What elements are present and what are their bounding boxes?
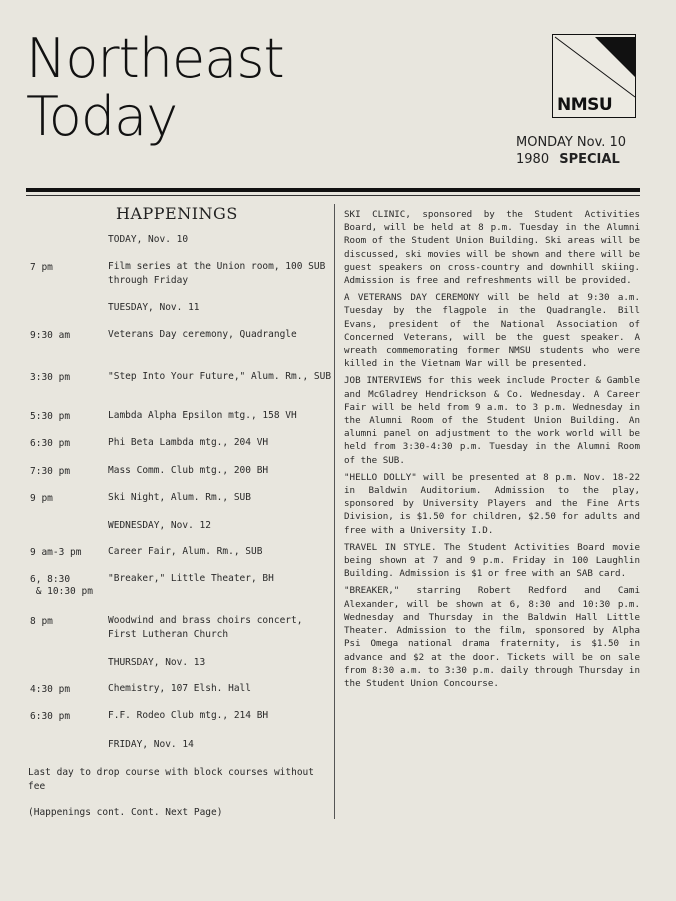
logo-text: NMSU	[557, 95, 613, 115]
event-time: 6:30 pm	[30, 438, 71, 449]
announcement: A VETERANS DAY CEREMONY will be held at 9:30 a.m. Tuesday by the flagpole in the Quadrangle. Bill Evans, president of the National Association of Concerned Veterans, will be the guest speaker. A wreath commemorating former NMSU students who were killed in the Vietnam War will be presented.	[344, 292, 640, 370]
day-heading: TUESDAY, Nov. 11	[108, 302, 200, 313]
announcement: JOB INTERVIEWS for this week include Procter & Gamble and McGladrey Hendrickson & Co. Wednesday. A Career Fair will be held from 9 a.m. to 3 p.m. Wednesday in the Alumni Room of the Student Union Building. An alumni panel on adjustment to the work world will be held from 3:30-4:30 p.m. Tuesday in the Alumni Room of the SUB.	[344, 375, 640, 466]
announcements-column	[344, 208, 640, 694]
header-rule-thin	[26, 195, 640, 196]
event-time: 6, 8:30 & 10:30 pm	[30, 574, 93, 597]
event-time: 6:30 pm	[30, 711, 71, 722]
dateline-date: MONDAY Nov. 10	[516, 135, 627, 150]
event-time: 3:30 pm	[30, 372, 71, 383]
masthead-line1: Northeast	[26, 27, 284, 90]
dateline	[516, 134, 640, 168]
announcement: "HELLO DOLLY" will be presented at 8 p.m. Nov. 18-22 in Baldwin Auditorium. Admission to the play, sponsored by University Players and the Fine Arts Division, is $1.50 for children, $2.50 for adults and free with a University I.D.	[344, 471, 640, 536]
day-heading: FRIDAY, Nov. 14	[108, 739, 194, 750]
event-time: 7:30 pm	[30, 466, 71, 477]
masthead-line2: Today	[26, 85, 178, 148]
event-time: 8 pm	[30, 616, 53, 627]
column-divider	[334, 204, 335, 819]
event-desc: F.F. Rodeo Club mtg., 214 BH	[108, 710, 269, 721]
announcement: "BREAKER," starring Robert Redford and Cami Alexander, will be shown at 6, 8:30 and 10:30 p.m. Wednesday and Thursday in the Baldwin Hall Little Theater. Admission to the film, sponsored by Alpha Psi Omega national drama fraternity, is $1.50 in advance and $2 at the door. Tickets will be on sale from 8:30 a.m. to 3:30 p.m. daily through Thursday in the Student Union Concourse.	[344, 585, 640, 689]
event-desc: "Step Into Your Future," Alum. Rm., SUB	[108, 371, 332, 382]
event-desc: Mass Comm. Club mtg., 200 BH	[108, 465, 269, 476]
announcement: TRAVEL IN STYLE. The Student Activities Board movie being shown at 7 and 9 p.m. Friday in 100 Laughlin Building. Admission is $1 or free with an SAB card.	[344, 541, 640, 580]
announcement: SKI CLINIC, sponsored by the Student Activities Board, will be held at 8 p.m. Tuesday in the Alumni Room of the Student Union Building. Ski areas will be discussed, ski movies will be shown and there will be guest speakers on cross-country and downhill skiing. Admission is free and refreshments will be provided.	[344, 209, 640, 287]
event-time: 9 pm	[30, 493, 53, 504]
event-time: 9 am-3 pm	[30, 547, 82, 558]
event-time: 9:30 am	[30, 330, 71, 341]
dateline-year: 1980	[516, 152, 550, 167]
day-heading: THURSDAY, Nov. 13	[108, 657, 206, 668]
event-desc: Lambda Alpha Epsilon mtg., 158 VH	[108, 410, 297, 421]
event-desc: "Breaker," Little Theater, BH	[108, 573, 274, 584]
event-time: 7 pm	[30, 262, 53, 273]
event-desc: Career Fair, Alum. Rm., SUB	[108, 546, 263, 557]
header-rule	[26, 188, 640, 192]
nmsu-logo	[552, 34, 636, 118]
day-heading: TODAY, Nov. 10	[108, 234, 189, 245]
event-time: 4:30 pm	[30, 684, 71, 695]
day-heading: WEDNESDAY, Nov. 12	[108, 520, 211, 531]
happenings-title: HAPPENINGS	[116, 204, 238, 223]
event-desc: Ski Night, Alum. Rm., SUB	[108, 492, 251, 503]
event-desc: Chemistry, 107 Elsh. Hall	[108, 683, 251, 694]
event-desc: Film series at the Union room, 100 SUB through Friday	[108, 261, 326, 286]
continued-note: (Happenings cont. Cont. Next Page)	[28, 807, 223, 818]
masthead	[26, 27, 284, 148]
event-desc: Veterans Day ceremony, Quadrangle	[108, 329, 297, 340]
event-desc: Phi Beta Lambda mtg., 204 VH	[108, 437, 269, 448]
last-day-note: Last day to drop course with block courses without fee	[28, 767, 314, 792]
event-desc: Woodwind and brass choirs concert, First Lutheran Church	[108, 615, 303, 640]
dateline-special: SPECIAL	[559, 152, 620, 167]
event-time: 5:30 pm	[30, 411, 71, 422]
